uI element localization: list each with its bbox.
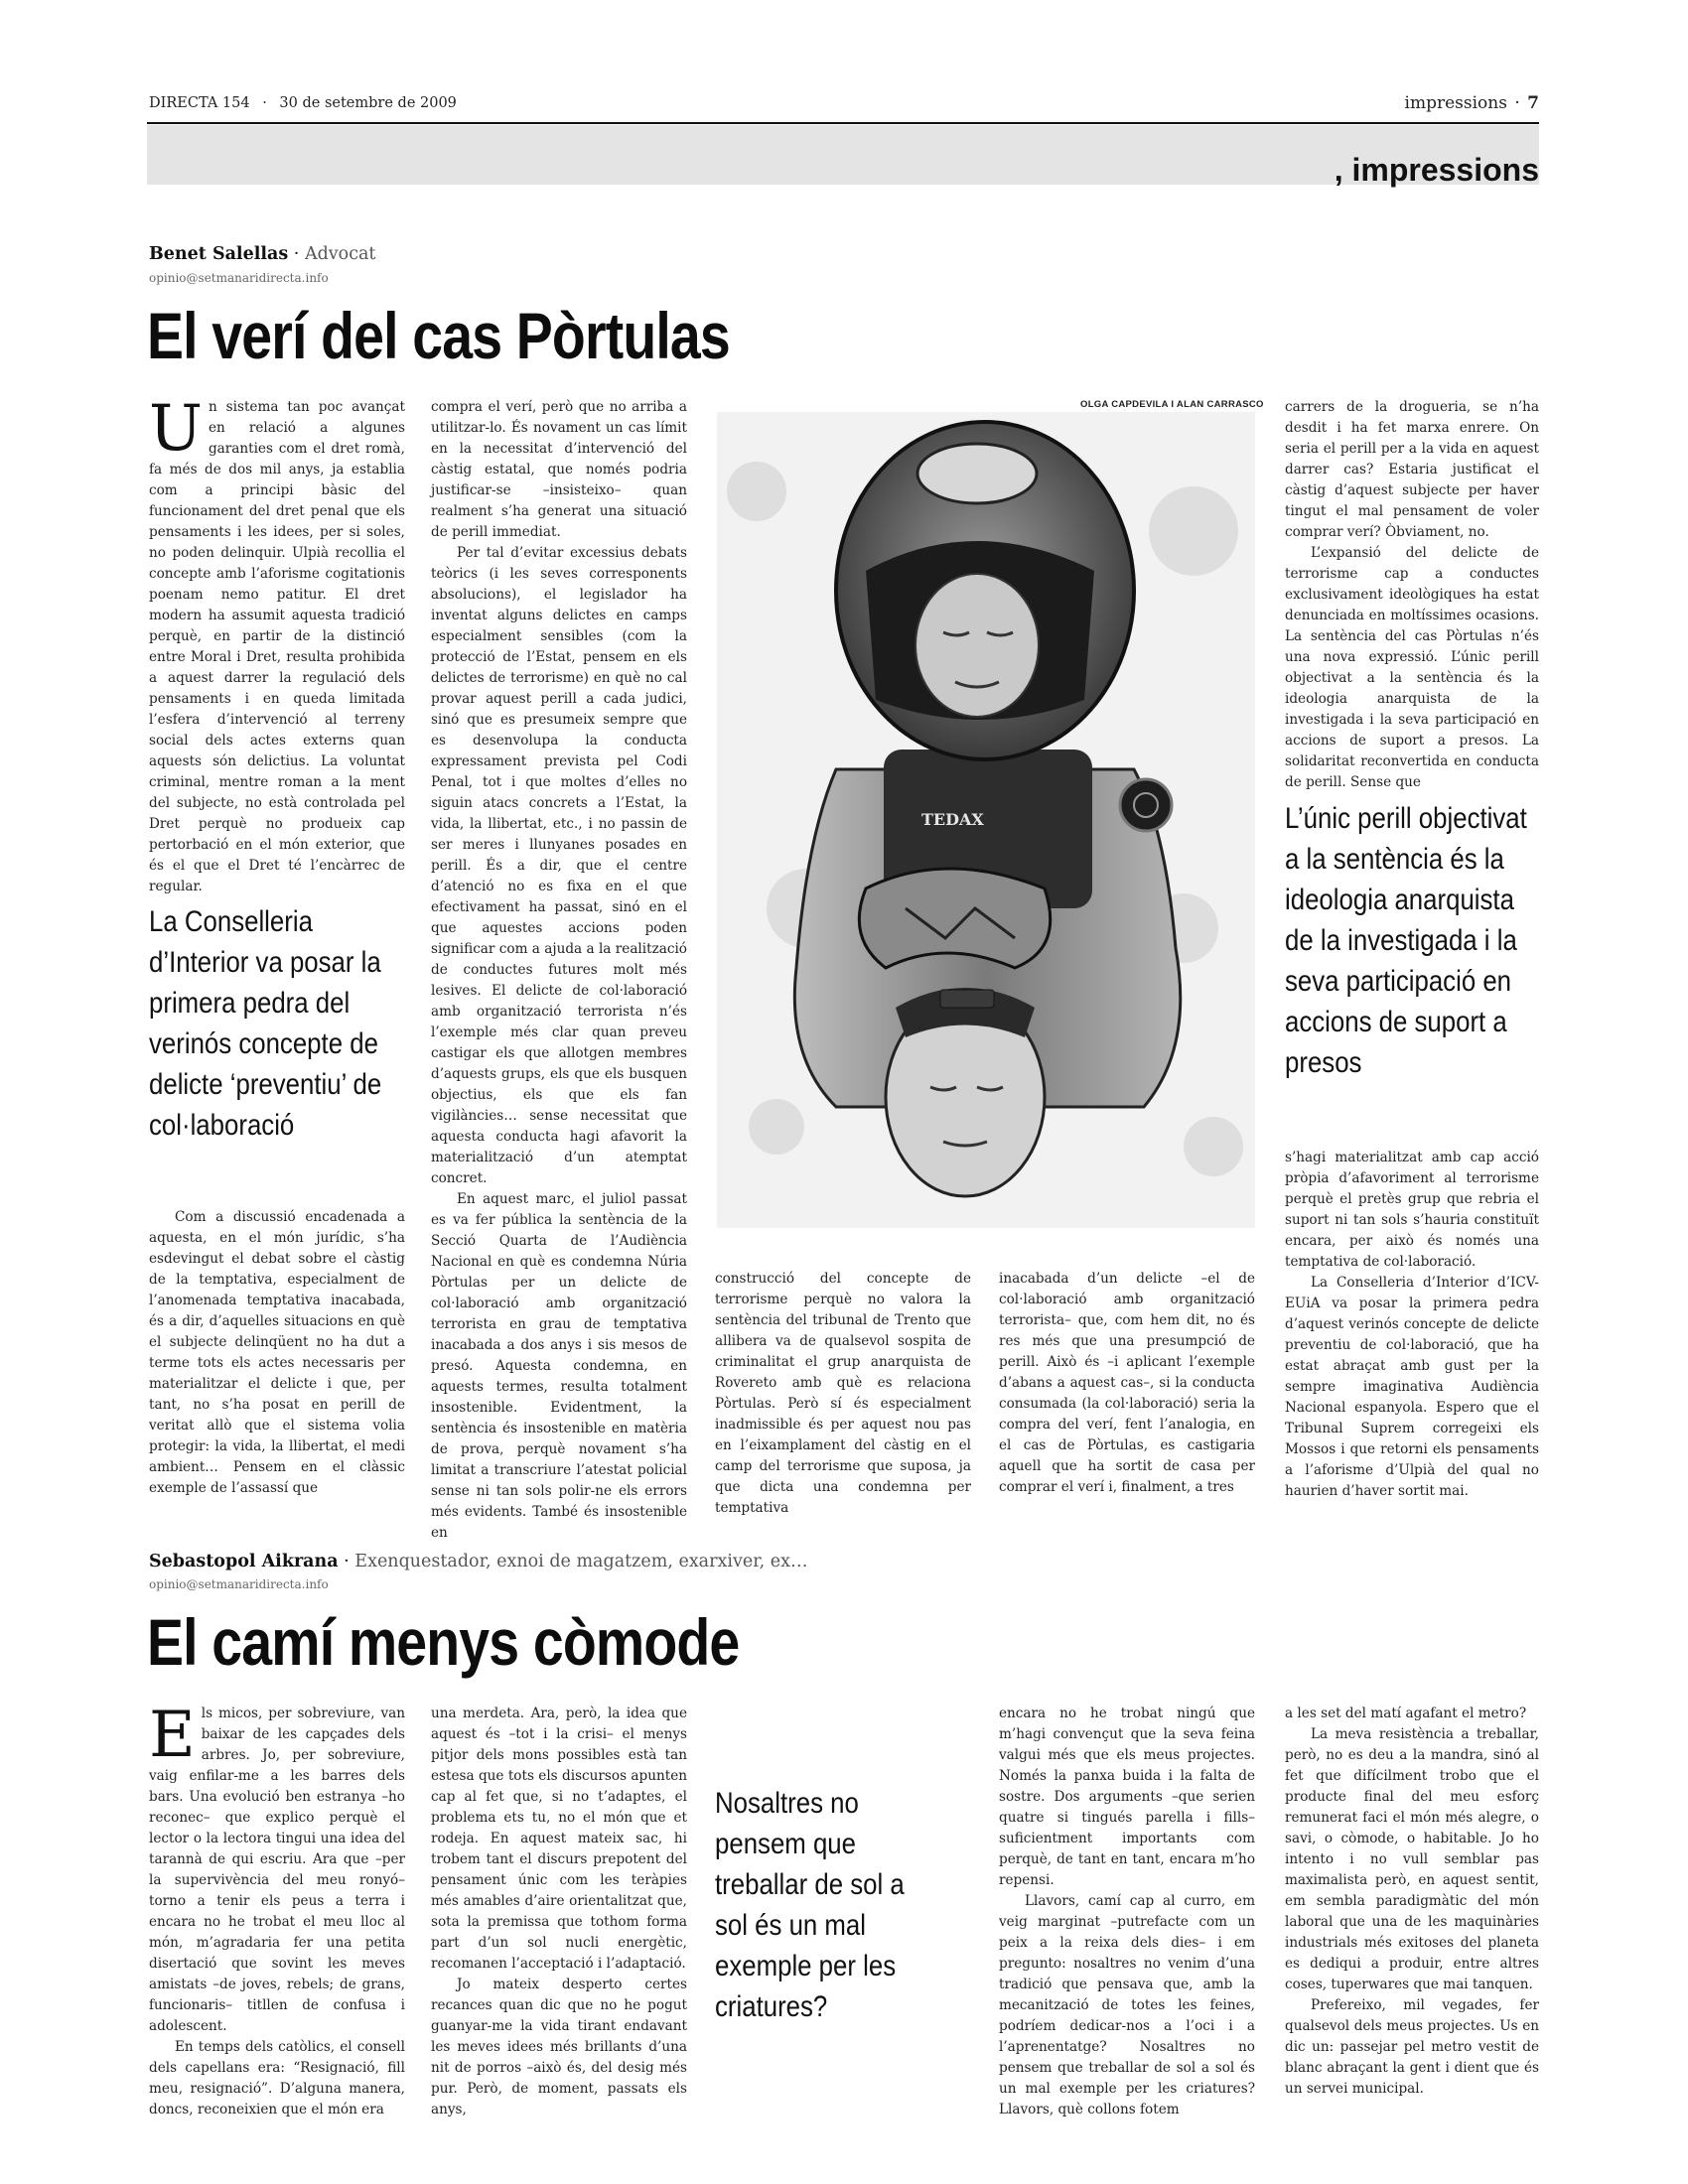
article1-column-2 <box>431 397 687 1544</box>
article1-pull-quote-2: L’únic perill objectivat a la sentència és la ideologia anarquista de la investigada i la seva participació en accions de suport a presos <box>1285 802 1527 1079</box>
publication-name: DIRECTA 154 <box>149 95 250 111</box>
article2-column-4 <box>999 1704 1255 2120</box>
article1-col5-p4: La Conselleria d’Interior d’ICV-EUiA va posar la primera pedra d’aquest verinós concepte de delicte preventiu de col·laboració, que ha estat abraçat amb gust per la sempre imaginativa Audiència Nacional espanyola. Espero que el Tribunal Suprem corregeixi els Mossos i que retorni els pensaments a l’aforisme d’Ulpià del qual no haurien d’haver sortit mai. <box>1285 1275 1539 1499</box>
section-banner: , impressions <box>1334 152 1539 188</box>
header-separator: · <box>262 95 267 111</box>
article1-title: El verí del cas Pòrtulas <box>147 299 730 372</box>
article2-column-2 <box>431 1704 687 2120</box>
page-number: 7 <box>1527 93 1539 113</box>
article2-email[interactable]: opinio@setmanaridirecta.info <box>149 1577 329 1591</box>
illustration-svg <box>717 412 1255 1228</box>
article1-col5-p3: s’hagi materialitzat amb cap acció pròpia d’afavoriment al terrorisme perquè el pretès grup que rebria el suport ni tan sols s’hauria constituït encara, per això és només una temptativa de col·laboració. <box>1285 1150 1539 1270</box>
article2-column-1 <box>149 1699 405 2120</box>
article2-author: Sebastopol Aikrana <box>149 1552 339 1571</box>
section-band <box>147 125 1539 185</box>
article2-byline: Sebastopol Aikrana · Exenquestador, exnoi de magatzem, exarxiver, ex… <box>149 1552 808 1571</box>
article1-byline: Benet Salellas · Advocat <box>149 244 376 264</box>
article2-col5-p2: La meva resistència a treballar, però, no es deu a la mandra, sinó al fet que difícilment trobo que el producte final del meu esforç remunerat faci el món més alegre, o savi, o còmode, o habitable. Jo ho intento i no vull semblar pas maximalista però, en aquest sentit, em sembla paradigmàtic del món laboral que una de les maquinàries industrials més exitoses del planeta es dediqui a produir, entre altres coses, tuperwares que mai tanquen. <box>1285 1726 1539 1992</box>
running-header-right: impressions · 7 <box>1404 93 1539 113</box>
article1-col3-text: construcció del concepte de terrorisme perquè no valora la sentència del tribunal de Trento que allibera va de qualsevol sospita de criminalitat el grup anarquista de Rovereto amb què es relaciona Pòrtulas. Però sí és especialment inadmissible és per aquest nou pas en l’eixamplament del càstig en el camp del terrorisme que suposa, ja que dicta una condemna per temptativa <box>715 1271 971 1516</box>
article1-column-3 <box>715 1269 971 1519</box>
article2-drop-cap: E <box>149 1699 196 1772</box>
article1-col2-p2: Per tal d’evitar excessius debats teòrics (i les seves corresponents absolucions), el legislador ha inventat alguns delictes en camps especialment sensibles (com la protecció de l’Estat, pensem en els delictes de terrorisme) en què no cal provar aquest perill a cada judici, sinó que es presumeix sempre que es desenvolupa la conducta expressament prevista pel Codi Penal, tot i que moltes d’elles no siguin atacs concrets a l’Estat, la vida, la llibertat, etc., i no passin de ser meres i llunyanes posades en perill. És a dir, que el centre d’atenció no es fixa en el que efectivament ha passat, sinó en el que aquestes accions poden significar com a ajuda a la realització de conductes futures molt més lesives. El delicte de col·laboració amb organització terrorista n’és l’exemple més clar quan preveu castigar els que allotgen membres d’aquests grups, els que els busquen objectius, els que els fan vigilàncies… sense necessitat que aquesta conducta hagi afavorit la materialització d’un atemptat concret. <box>431 545 687 1186</box>
article1-column-5 <box>1285 397 1539 793</box>
article2-role: Exenquestador, exnoi de magatzem, exarxiver, ex… <box>354 1552 808 1571</box>
article1-drop-cap: U <box>149 392 203 466</box>
article1-col4-text: inacabada d’un delicte –el de col·laboració amb organització terrorista– que, com hem dit, no és res més que una presumpció de perill. Això és –i aplicant l’exemple d’abans a aquest cas–, si la conducta consumada (la col·laboració) seria la compra del verí, fent l’analogia, en el cas de Pòrtulas, es castigaria aquell que ha sortit de casa per comprar el verí i, finalment, a tres <box>999 1271 1255 1495</box>
article1-column-5b <box>1285 1148 1539 1502</box>
article1-col5-p1: carrers de la drogueria, se n’ha desdit i ha fet marxa enrere. On seria el perill per a la vida en aquest darrer cas? Estaria justificat el càstig d’aquest subjecte per haver tingut el mal pensament de voler comprar verí? Òbviament, no. <box>1285 399 1539 540</box>
article2-col2-p2: Jo mateix desperto certes recances quan dic que no he pogut guanyar-me la vida tirant endavant les meves idees més brillants d’una nit de porros –això és, del desig més pur. Però, de moment, passats els anys, <box>431 1977 687 2117</box>
issue-date: 30 de setembre de 2009 <box>279 95 457 111</box>
article2-pull-quote: Nosaltres no pensem que treballar de sol a sol és un mal exemple per les criatures? <box>715 1787 905 2023</box>
header-rule <box>147 122 1539 124</box>
article1-pull-quote-1: La Conselleria d’Interior va posar la primera pedra del verinós concepte de delicte ‘preventiu’ de col·laboració <box>149 905 382 1142</box>
article2-col4-p2: Llavors, camí cap al curro, em veig marginat –putrefacte com un peix a la reixa dels dies– i em pregunto: nosaltres no venim d’una tradició que pensava que, amb la mecanització de totes les feines, podríem dedicar-nos a l’oci i a l’aprenentatge? Nosaltres no pensem que treballar de sol a sol és un mal exemple per les criatures? Llavors, què collons fotem <box>999 1893 1255 2117</box>
article1-column-4 <box>999 1269 1255 1498</box>
article1-col1-text-b: Com a discussió encadenada a aquesta, en el món jurídic, s’ha esdevingut el debat sobre el càstig de la temptativa, especialment de l’anomenada temptativa inacabada, és a dir, d’aquelles situacions en què el subjecte delinqüent no ha dut a terme tots els actes necessaris per materialitzar el delicte i que, per tant, no s’ha posat en perill de veritat allò que el sistema volia protegir: la vida, la llibertat, el medi ambient… Pensem en el clàssic exemple de l’assassí que <box>149 1209 405 1496</box>
image-credit: OLGA CAPDEVILA I ALAN CARRASCO <box>1080 399 1264 410</box>
running-section: impressions <box>1404 93 1507 113</box>
article1-col2-p3: En aquest marc, el juliol passat es va fer pública la sentència de la Secció Quarta de l’Audiència Nacional en què es condemna Núria Pòrtulas per un delicte de col·laboració amb organització terrorista en grau de temptativa inacabada a dos anys i sis mesos de presó. Aquesta condemna, en aquests termes, resulta totalment insostenible. Evidentment, la sentència és insostenible en matèria de prova, perquè novament s’ha limitat a transcriure l’atestat policial sense ni tan sols polir-ne els errors més evidents. També és insostenible en <box>431 1191 687 1541</box>
article2-col2-p1: una merdeta. Ara, però, la idea que aquest és –tot i la crisi– el menys pitjor dels mons possibles està tan estesa que tots els discursos apunten cap al fet que, si no t’adaptes, el problema ets tu, no el món que et rodeja. En aquest mateix sac, hi trobem tant el discurs prepotent del pensament únic com les teràpies més amables d’aire orientalitzat que, sota la premissa que tothom forma part d’un sol nucli energètic, recomanen l’acceptació i l’adaptació. <box>431 1706 687 1972</box>
article1-column-1b <box>149 1207 405 1499</box>
article1-author: Benet Salellas <box>149 244 289 264</box>
article1-col5-p2: L’expansió del delicte de terrorisme cap a conductes exclusivament ideològiques ha estat denunciada en moltíssimes ocasions. La sentència del cas Pòrtulas n’és una nova expressió. L’únic perill objectivat a la sentència és la ideologia anarquista de la investigada i la seva participació en accions de suport a presos. La solidaritat reconvertida en conducta de perill. Sense que <box>1285 545 1539 790</box>
article2-col1-p2: En temps dels catòlics, el consell dels capellans era: “Resignació, fill meu, resignació”. D’alguna manera, doncs, reconeixien que el món era <box>149 2039 405 2117</box>
suit-badge-text: TEDAX <box>921 810 984 829</box>
article1-role: Advocat <box>304 244 376 264</box>
article2-column-5 <box>1285 1704 1539 2100</box>
article1-col1-text: n sistema tan poc avançat en relació a algunes garanties com el dret romà, fa més de dos mil anys, ja establia com a principi bàsic del funcionament del dret penal que els pensaments i les idees, per si soles, no poden delinquir. Ulpià recollia el concepte amb l’aforisme cogitationis poenam nemo patitur. El dret modern ha assumit aquesta tradició perquè, en partir de la distinció entre Moral i Dret, resulta prohibida a aquest darrer la regulació dels pensaments i en queda limitada l’esfera d’intervenció al terreny social dels actes externs quan aquests són delictius. La voluntat criminal, mentre roman a la ment del subjecte, no està controlada pel Dret perquè no produeix cap pertorbació en el món exterior, que és el que el Dret té l’encàrrec de regular. <box>149 399 405 894</box>
article1-col2-p1: compra el verí, però que no arriba a utilitzar-lo. És novament un cas límit en la necessitat d’intervenció del càstig estatal, que només podria justificar-se –insisteixo– quan realment s’ha generat una situació de perill immediat. <box>431 399 687 540</box>
article2-title: El camí menys còmode <box>147 1605 740 1679</box>
article2-col4-p1: encara no he trobat ningú que m’hagi convençut que la seva feina valgui més que els meus projectes. Només la panxa buida i la falta de sostre. Dos arguments –que serien quatre si tingués parella i fills– suficientment importants com perquè, de tant en tant, encara m’ho repensi. <box>999 1706 1255 1888</box>
article1-email[interactable]: opinio@setmanaridirecta.info <box>149 271 329 285</box>
article1-column-1 <box>149 392 405 897</box>
article2-col1-p1: ls micos, per sobreviure, van baixar de les capçades dels arbres. Jo, per sobreviure, vaig enfilar-me a les barres dels bars. Una evolució ben estranya –ho reconec– que explico perquè el lector o la lectora tingui una idea del tarannà de qui escriu. Ara que –per la supervivència del meu ronyó– torno a tenir els peus a terra i encara no he trobat el meu lloc al món, m’agradaria fer una petita disertació que sovint les meves amistats –de joves, rebels; de grans, funcionaris– titllen de confusa i adolescent. <box>149 1706 405 2034</box>
illustration-bomb-disposal-suit <box>717 412 1255 1228</box>
article2-col5-p1: a les set del matí agafant el metro? <box>1285 1706 1527 1721</box>
article2-col5-p3: Prefereixo, mil vegades, fer qualsevol dels meus projectes. Us en dic un: passejar pel metro vestit de blanc abraçant la gent i dient que és un servei municipal. <box>1285 1997 1539 2097</box>
running-header-left <box>149 95 457 111</box>
